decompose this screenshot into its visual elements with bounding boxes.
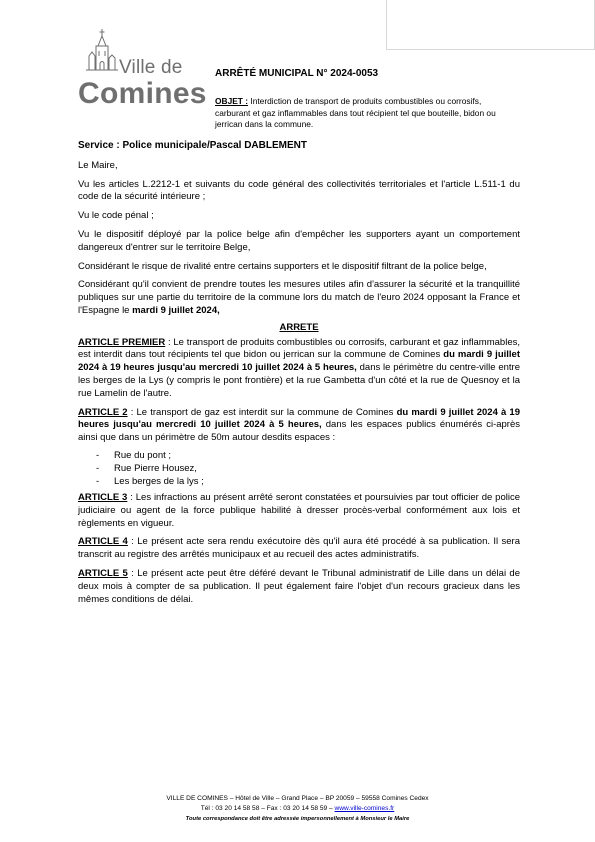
article-1-text-b: dans le périmètre du centre-ville entre les berges de la Lys (y compris le pont frontière) et la rue Gambetta d'un côté et la rue de Quesnoy et la rue Lamelin de l'autre. [78, 362, 520, 399]
article-2-text-b: dans les espaces publics énumérés ci-après ainsi que dans un périmètre de 50m autour desdits espaces : [78, 419, 520, 444]
considerant-2-date: mardi 9 juillet 2024, [132, 304, 220, 316]
article-3-text: : Les infractions au présent arrêté seront constatées et poursuivies par tout officier de police judiciaire ou agent de la force publique habilité à dresser procès-verbal conformément aux lois et règlements en vigueur. [78, 491, 521, 529]
arrete-heading: ARRETE [279, 321, 319, 333]
vu-paragraph-2: Vu le code pénal ; [78, 210, 154, 222]
ville-de-comines-logo [78, 28, 207, 110]
document-body [78, 140, 520, 612]
considerant-paragraph-2 [78, 279, 520, 317]
footer-address: VILLE DE COMINES – Hôtel de Ville – Grand Place – BP 20059 – 59558 Comines Cedex [166, 795, 429, 802]
objet-text: Interdiction de transport de produits combustibles ou corrosifs, carburant et gaz inflammables dans tout récipient tel que bouteille, bidon ou jerrican dans la commune. [215, 96, 496, 130]
logo-ville-text: Ville de [119, 57, 183, 78]
list-item: - Les berges de la lys ; [96, 475, 520, 488]
footer-phone: Tél : 03 20 14 58 58 – Fax : 03 20 14 58 59 – [200, 805, 335, 812]
article-4-label: ARTICLE 4 [78, 536, 128, 548]
list-item: - Rue Pierre Housez, [96, 462, 520, 475]
article-1-dates: du mardi 9 juillet 2024 à 19 heures jusqu'au mercredi 10 juillet 2024 à 5 heures, [78, 349, 520, 374]
objet-label: OBJET : [215, 96, 249, 106]
article-2 [78, 407, 520, 445]
logo-comines-text: Comines [78, 77, 207, 110]
considerant-paragraph-1: Considérant le risque de rivalité entre certains supporters et le dispositif filtrant de la police belge, [78, 260, 487, 272]
article-2-dates: du mardi 9 juillet 2024 à 19 heures jusqu'au mercredi 10 juillet 2024 à 5 heures, [78, 406, 520, 431]
footer-contact [0, 804, 595, 814]
church-tower-icon [84, 28, 120, 72]
article-1 [78, 337, 520, 401]
article-4 [78, 536, 520, 562]
article-3 [78, 492, 520, 530]
article-5 [78, 568, 520, 606]
stamp-box [386, 0, 595, 50]
list-item: - Rue du pont ; [96, 449, 520, 462]
vu-paragraph-1: Vu les articles L.2212-1 et suivants du code général des collectivités territoriales et l'article L.511-1 du code de la sécurité intérieure ; [78, 178, 520, 203]
article-1-label: ARTICLE PREMIER [78, 336, 166, 348]
article-2-text-a: : Le transport de gaz est interdit sur la commune de Comines [127, 406, 397, 418]
page-footer [0, 794, 595, 824]
vu-paragraph-3: Vu le dispositif déployé par la police belge afin d'empêcher les supporters ayant un comportement dangereux d'entrer sur le territoire Belge, [78, 228, 520, 253]
website-link[interactable]: www.ville-comines.fr [334, 805, 395, 812]
document-title: ARRÊTÉ MUNICIPAL N° 2024-0053 [215, 68, 379, 79]
objet-block [215, 96, 515, 131]
article-2-label: ARTICLE 2 [78, 406, 128, 418]
service-line: Service : Police municipale/Pascal DABLEMENT [78, 140, 307, 151]
article-5-label: ARTICLE 5 [78, 567, 128, 579]
article-3-label: ARTICLE 3 [78, 491, 128, 503]
article-4-text: : Le présent acte sera rendu exécutoire dès qu'il aura été procédé à sa publication. Il sera transcrit au registre des arrêtés municipaux et au recueil des actes administratifs. [78, 536, 520, 561]
le-maire: Le Maire, [78, 159, 118, 171]
article-1-text-a: : Le transport de produits combustibles ou corrosifs, carburant et gaz inflammables, est interdit dans tout récipients tel que bidon ou jerrican sur la commune de Comines [78, 336, 520, 361]
article-5-text: : Le présent acte peut être déféré devant le Tribunal administratif de Lille dans un délai de deux mois à compter de sa publication. Il peut également faire l'objet d'un recours gracieux dans les mêmes conditions de délai. [78, 567, 520, 605]
footer-note: Toute correspondance doit être adressée impersonnellement à Monsieur le Maire [185, 816, 410, 822]
considerant-2-text: Considérant qu'il convient de prendre toutes les mesures utiles afin d'assurer la sécurité et la tranquillité publiques sur une partie du territoire de la commune lors du match de l'euro 2024 opposant la France et l'Espagne le [78, 279, 520, 316]
article-2-list [96, 449, 520, 488]
